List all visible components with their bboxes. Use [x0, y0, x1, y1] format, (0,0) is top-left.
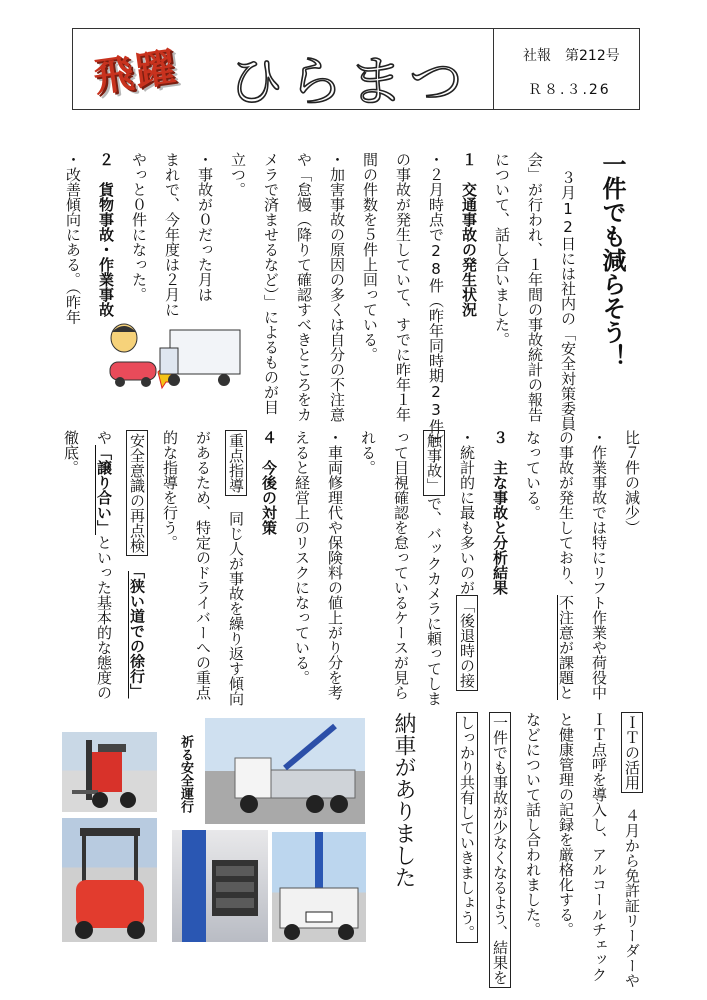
forklift-photo: [62, 732, 157, 812]
forklift-rear-photo: [62, 818, 157, 942]
s4-line-1: [228, 430, 243, 706]
red-car-icon: [110, 362, 156, 380]
focused-guidance-box: 重点指導: [225, 430, 247, 496]
s4-line-1b: 同じ人が事故を繰り返す傾向: [227, 511, 245, 706]
s3-line-2: [426, 430, 441, 706]
s4-line-2: があるため、特定のドライバーへの重点: [194, 430, 212, 700]
s3-line-3: って目視確認を怠っているケースが見ら: [392, 430, 410, 700]
masthead: [72, 28, 640, 113]
truck-rear-photo: [272, 832, 366, 942]
safety-recheck-box: 安全意識の再点検: [126, 430, 148, 556]
closing-line-2: [459, 712, 474, 943]
s3-line-1a: ・統計的に最も多いのが: [458, 430, 476, 595]
closing-box-2: しっかり共有していきましょう。: [456, 712, 478, 943]
hiyaku-logo: 飛躍: [90, 43, 181, 102]
backing-accident-box-2: 触事故」: [423, 430, 445, 496]
s1-line-7: 立つ。: [229, 152, 247, 197]
s2-line-3: ・作業事故では特にリフト作業や荷役中: [590, 430, 608, 700]
s1-line-3: 間の件数を５件上回っている。: [361, 152, 379, 362]
section-1-heading: １ 交通事故の発生状況: [460, 152, 478, 317]
closing-box-1: 一件でも事故が少なくなるよう、結果を: [489, 712, 511, 988]
s1-line-10: やっと０件になった。: [130, 152, 148, 302]
accident-illustration: [104, 322, 244, 394]
intro-line-2: 会」が行われ、１年間の事故統計の報告: [526, 152, 544, 422]
s1-line-8: ・事故が０だった月は: [196, 152, 214, 302]
yield-to-others: 「譲り合い」: [95, 445, 113, 535]
s2-line-4a: の事故が発生しており、: [557, 430, 575, 595]
s1-line-9: まれで、今年度は２月に: [163, 152, 181, 317]
section-4-heading: ４ 今後の対策: [260, 430, 278, 535]
newsletter-title: ひらまつ: [229, 50, 469, 113]
s3-line-6: えると経営上のリスクになっている。: [293, 430, 311, 685]
s4-line-10: などについて話し合われました。: [524, 712, 542, 937]
s4-line-5a: や: [95, 430, 113, 445]
slow-narrow-road: 「狭い道での徐行」: [128, 571, 146, 699]
crane-controls-photo: [172, 830, 268, 942]
closing-line-1: [492, 712, 507, 988]
s4-line-7: [624, 712, 639, 988]
section-3-heading: ３ 主な事故と分析結果: [491, 430, 509, 595]
s2-line-4: [558, 430, 573, 700]
intro-line-1: ３月12日には社内の「安全対策委員: [559, 170, 577, 431]
issue-number: 社報 第212号: [523, 48, 620, 64]
s2-line-2: 比７件の減少）: [623, 430, 641, 535]
intro-line-3: について、話し合いました。: [493, 152, 511, 347]
s3-line-1: [459, 430, 474, 691]
truck-icon: [170, 330, 240, 374]
s1-line-1: ・２月時点で28件（昨年同時期23件）: [427, 152, 445, 449]
s4-line-5c: といった基本的な態度の: [95, 535, 113, 700]
issue-date: Ｒ８.３.26: [528, 82, 611, 98]
backing-accident-box-1: 「後退時の接: [456, 595, 478, 691]
it-usage-box: ＩＴの活用: [621, 712, 643, 793]
headline: 一件でも減らそう！: [598, 152, 626, 368]
s4-line-8: ＩＴ点呼を導入し、アルコールチェック: [590, 712, 608, 982]
s1-line-5: や「怠慢（降りて確認すべきところをカ: [295, 152, 313, 422]
s4-line-4: [129, 430, 144, 699]
s3-line-2b: で、バックカメラに頼ってしま: [425, 496, 443, 706]
s1-line-2: の事故が発生していて、すでに昨年１年: [394, 152, 412, 422]
s1-line-4: ・加害事故の原因の多くは自分の不注意: [328, 152, 346, 422]
delivery-heading: 納車がありました: [391, 712, 416, 888]
s2-line-5: なっている。: [524, 430, 542, 520]
s4-line-9: と健康管理の記録を厳格化する。: [557, 712, 575, 937]
s4-line-7b: ４月から免許証リーダーや: [623, 808, 641, 988]
s4-line-3: 的な指導を行う。: [161, 430, 179, 550]
s4-line-6: 徹底。: [62, 430, 80, 475]
s1-line-6: メラで済ませるなど）」によるものが目: [262, 152, 280, 415]
s2-line-1: ・改善傾向にある。（昨年: [64, 152, 82, 325]
inattention-issue: 不注意が課題と: [557, 595, 575, 700]
s4-line-5: [96, 430, 111, 700]
photo-caption: 祈る安全運行: [178, 735, 193, 813]
s3-line-4: れる。: [359, 430, 377, 475]
crane-truck-photo: [205, 718, 365, 824]
s3-line-5: ・車両修理代や保険料の値上がり分を考: [326, 430, 344, 700]
section-2-heading: ２ 貨物事故・作業事故: [97, 152, 115, 317]
masthead-divider: [493, 29, 494, 109]
